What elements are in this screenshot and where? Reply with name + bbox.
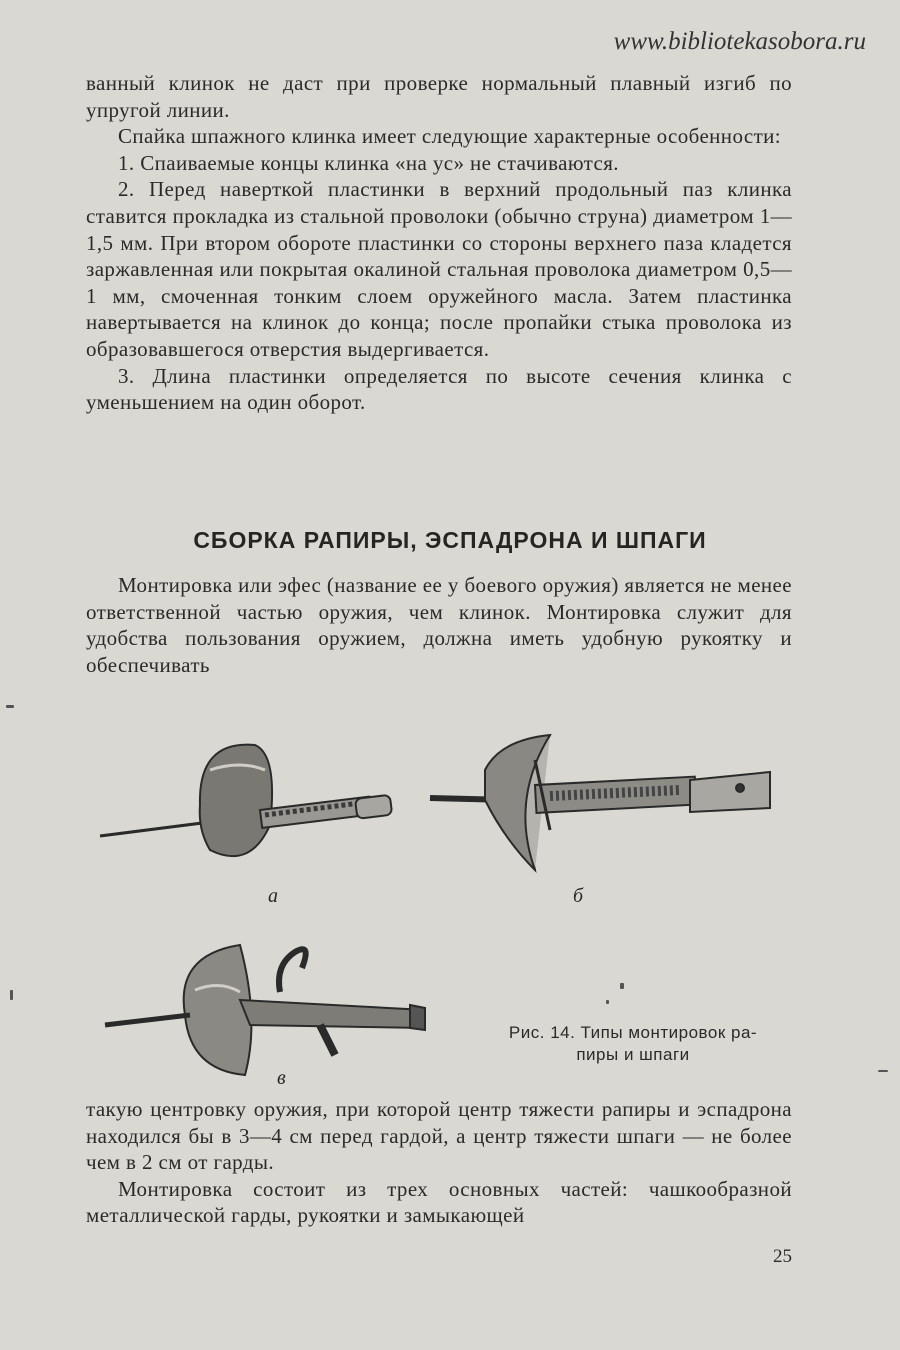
caption-line-1: Рис. 14. Типы монтировок ра- bbox=[508, 1023, 758, 1042]
watermark: www.bibliotekasobora.ru bbox=[613, 28, 866, 55]
scan-speck bbox=[620, 983, 624, 989]
list-item-2: 2. Перед наверткой пластинки в верхний продольный паз клинка ставится прокладка из стальной проволоки (обычно струна) диаметром 1—1,5 мм. При втором обороте пластинки со стороны верхнего паза кладется заржавленная или покрытая окалиной стальная проволока диаметром 0,5—1 мм, смоченная тонким слоем оружейного масла. Затем пластинка навертывается на клинок до конца; после пропайки стыка проволока из образовавшегося отверстия выдергивается. bbox=[86, 177, 792, 361]
figure-label-a: а bbox=[268, 885, 278, 907]
mounting-c-drawing bbox=[105, 945, 425, 1075]
caption-line-2: пиры и шпаги bbox=[576, 1045, 690, 1064]
list-item-3: 3. Длина пластинки определяется по высоте сечения клинка с уменьшением на один оборот. bbox=[86, 363, 792, 415]
scan-speck bbox=[10, 990, 13, 1000]
scan-speck bbox=[6, 705, 14, 708]
list-item-1: 1. Спаиваемые концы клинка «на ус» не стачиваются. bbox=[118, 150, 619, 175]
bottom-text-block bbox=[86, 1096, 792, 1229]
paragraph-continuation: ванный клинок не даст при проверке нормальный плавный изгиб по упругой линии. bbox=[86, 71, 792, 122]
paragraph-mounting-parts: Монтировка состоит из трех основных частей: чашкообразной металлической гарды, рукоятки и замыкающей bbox=[86, 1176, 792, 1228]
top-text-block bbox=[86, 70, 792, 416]
scan-speck bbox=[606, 1000, 609, 1004]
figure-label-c: в bbox=[277, 1067, 286, 1089]
page-number: 25 bbox=[773, 1246, 792, 1267]
middle-text-block bbox=[86, 572, 792, 678]
paragraph-solder-features: Спайка шпажного клинка имеет следующие характерные особенности: bbox=[118, 124, 782, 149]
paragraph-mounting-intro: Монтировка или эфес (название ее у боевого оружия) является не менее ответственной частью оружия, чем клинок. Монтировка служит для удобства пользования оружием, должна иметь удобную рукоятку и обеспечивать bbox=[86, 573, 792, 677]
figure-label-b: б bbox=[573, 885, 584, 907]
figure-caption bbox=[468, 1022, 798, 1066]
mounting-b-drawing bbox=[430, 735, 770, 870]
scan-speck bbox=[878, 1070, 888, 1072]
mounting-a-drawing bbox=[100, 745, 392, 857]
section-heading: СБОРКА РАПИРЫ, ЭСПАДРОНА И ШПАГИ bbox=[193, 527, 707, 553]
paragraph-centering: такую центровку оружия, при которой центр тяжести рапиры и эспадрона находился бы в 3—4 см перед гардой, а центр тяжести шпаги — не более чем в 2 см от гарды. bbox=[86, 1097, 792, 1175]
